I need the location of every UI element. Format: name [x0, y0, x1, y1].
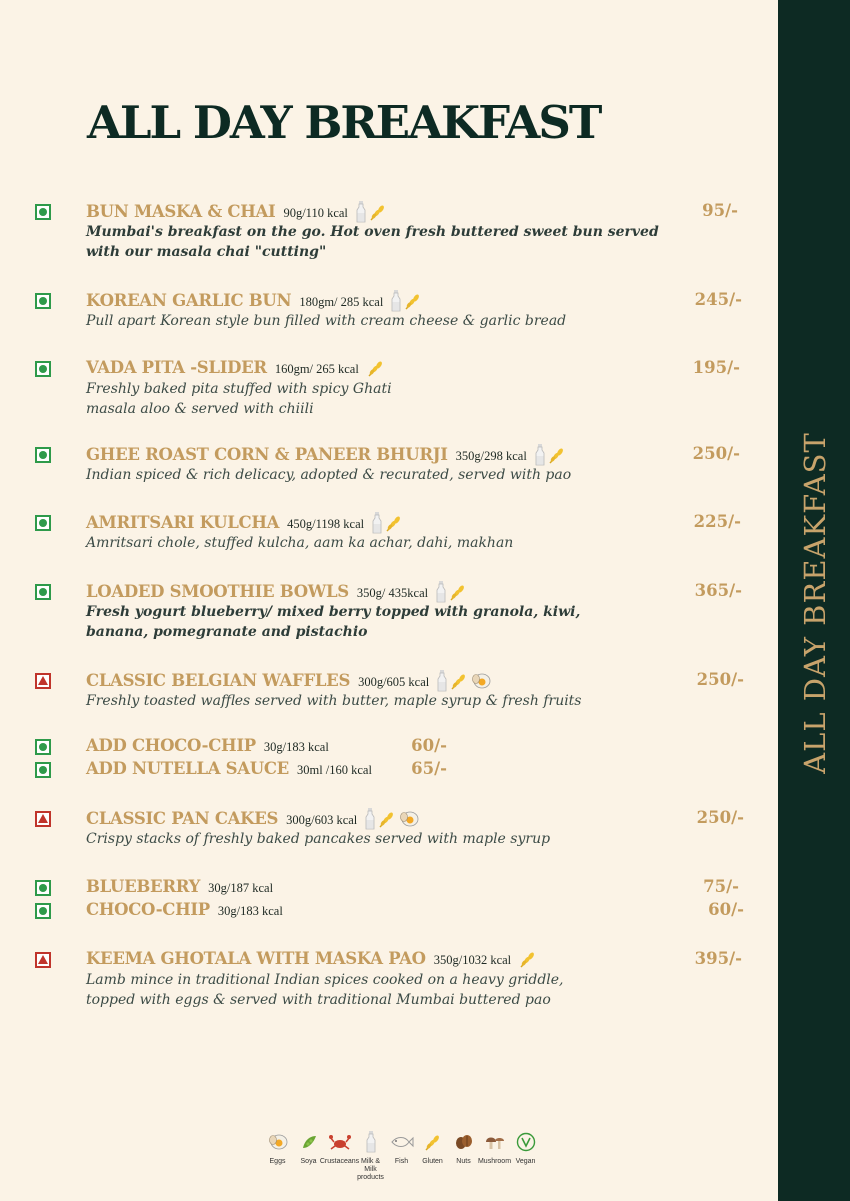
veg-mark-icon	[35, 880, 51, 896]
item-name: ADD NUTELLA SAUCE	[86, 759, 289, 778]
legend-item	[262, 1130, 293, 1182]
item-kcal: 160gm/ 265 kcal	[274, 362, 359, 376]
egg-icon	[268, 1130, 288, 1154]
item-description: Lamb mince in traditional Indian spices cooked on a heavy griddle,	[86, 972, 564, 988]
gluten-icon	[424, 1130, 442, 1154]
item-description: Pull apart Korean style bun filled with cream cheese & garlic bread	[86, 313, 567, 329]
milk-icon	[366, 1130, 376, 1154]
legend-label: Crustaceans	[319, 1158, 360, 1165]
item-kcal: 30ml /160 kcal	[296, 763, 372, 777]
legend-label: Nuts	[456, 1158, 471, 1165]
item-description: Freshly baked pita stuffed with spicy Ghati	[86, 381, 392, 397]
veg-mark-icon	[35, 515, 51, 531]
soya-icon	[300, 1130, 318, 1154]
item-kcal: 350g/ 435kcal	[356, 586, 429, 600]
item-name: AMRITSARI KULCHA	[86, 513, 280, 532]
legend-label: Vegan	[515, 1158, 536, 1165]
item-price: 195/-	[692, 358, 740, 377]
item-heading	[86, 736, 329, 757]
item-kcal: 30g/183 kcal	[217, 904, 283, 918]
crustacean-icon	[329, 1130, 351, 1154]
veg-mark-icon	[35, 204, 51, 220]
veg-mark-icon	[35, 903, 51, 919]
item-price: 365/-	[694, 581, 742, 600]
item-heading	[86, 900, 283, 921]
item-kcal: 90g/110 kcal	[283, 206, 348, 220]
legend-item	[293, 1130, 324, 1182]
item-description: with our masala chai "cutting"	[86, 244, 327, 260]
item-price: 75/-	[703, 877, 739, 896]
item-price: 250/-	[696, 670, 744, 689]
legend-item	[417, 1130, 448, 1182]
item-name: VADA PITA -SLIDER	[86, 358, 267, 377]
item-name: ADD CHOCO-CHIP	[86, 736, 256, 755]
legend-label: Eggs	[269, 1158, 286, 1165]
item-price: 225/-	[693, 512, 741, 531]
item-description: Crispy stacks of freshly baked pancakes served with maple syrup	[86, 831, 551, 847]
item-name: KOREAN GARLIC BUN	[86, 291, 292, 310]
item-price: 250/-	[692, 444, 740, 463]
item-kcal: 30g/183 kcal	[263, 740, 329, 754]
item-name: BLUEBERRY	[86, 877, 201, 896]
item-heading	[86, 877, 273, 898]
item-kcal: 300g/603 kcal	[286, 813, 358, 827]
nonveg-mark-icon	[35, 673, 51, 689]
item-kcal: 300g/605 kcal	[358, 675, 430, 689]
page-title: ALL DAY BREAKFAST	[87, 96, 601, 149]
item-kcal: 350g/1032 kcal	[433, 953, 512, 967]
item-name: LOADED SMOOTHIE BOWLS	[86, 582, 349, 601]
item-name: KEEMA GHOTALA WITH MASKA PAO	[86, 949, 426, 968]
item-kcal: 30g/187 kcal	[208, 881, 274, 895]
item-price: 60/-	[411, 736, 447, 755]
legend-label: Soya	[300, 1158, 317, 1165]
vegan-icon	[516, 1130, 536, 1154]
nonveg-mark-icon	[35, 811, 51, 827]
item-price: 95/-	[702, 201, 738, 220]
item-description: Amritsari chole, stuffed kulcha, aam ka achar, dahi, makhan	[86, 535, 514, 551]
legend-label: Mushroom	[477, 1158, 512, 1165]
legend-item	[319, 1130, 360, 1182]
item-name: BUN MASKA & CHAI	[86, 202, 276, 221]
veg-mark-icon	[35, 584, 51, 600]
sidebar-label: ALL DAY BREAKFAST	[798, 432, 832, 774]
item-description: Freshly toasted waffles served with butter, maple syrup & fresh fruits	[86, 693, 582, 709]
item-price: 245/-	[694, 290, 742, 309]
veg-mark-icon	[35, 447, 51, 463]
item-description: banana, pomegranate and pistachio	[86, 624, 368, 640]
item-kcal: 180gm/ 285 kcal	[299, 295, 384, 309]
allergen-legend	[262, 1130, 541, 1182]
item-description: Indian spiced & rich delicacy, adopted & recurated, served with pao	[86, 467, 572, 483]
veg-mark-icon	[35, 762, 51, 778]
item-price: 60/-	[708, 900, 744, 919]
item-description: masala aloo & served with chiili	[86, 401, 314, 417]
item-name: GHEE ROAST CORN & PANEER BHURJI	[86, 445, 448, 464]
legend-item	[479, 1130, 510, 1182]
item-name: CLASSIC BELGIAN WAFFLES	[86, 671, 351, 690]
veg-mark-icon	[35, 739, 51, 755]
fish-icon	[390, 1130, 414, 1154]
legend-item	[386, 1130, 417, 1182]
item-name: CLASSIC PAN CAKES	[86, 809, 279, 828]
item-description: topped with eggs & served with traditional Mumbai buttered pao	[86, 992, 551, 1008]
item-description: Mumbai's breakfast on the go. Hot oven fresh buttered sweet bun served	[86, 224, 659, 240]
legend-item	[355, 1130, 386, 1182]
legend-label: Gluten	[422, 1158, 443, 1165]
legend-label: Milk & Milk products	[357, 1158, 384, 1181]
nonveg-mark-icon	[35, 952, 51, 968]
item-kcal: 350g/298 kcal	[455, 449, 527, 463]
item-kcal: 450g/1198 kcal	[287, 517, 365, 531]
legend-label: Fish	[394, 1158, 409, 1165]
item-price: 65/-	[411, 759, 447, 778]
item-name: CHOCO-CHIP	[86, 900, 210, 919]
mushroom-icon	[484, 1130, 506, 1154]
veg-mark-icon	[35, 293, 51, 309]
legend-item	[448, 1130, 479, 1182]
item-description: Fresh yogurt blueberry/ mixed berry topped with granola, kiwi,	[86, 604, 581, 620]
legend-item	[510, 1130, 541, 1182]
nuts-icon	[454, 1130, 474, 1154]
item-price: 250/-	[696, 808, 744, 827]
item-price: 395/-	[694, 949, 742, 968]
veg-mark-icon	[35, 361, 51, 377]
